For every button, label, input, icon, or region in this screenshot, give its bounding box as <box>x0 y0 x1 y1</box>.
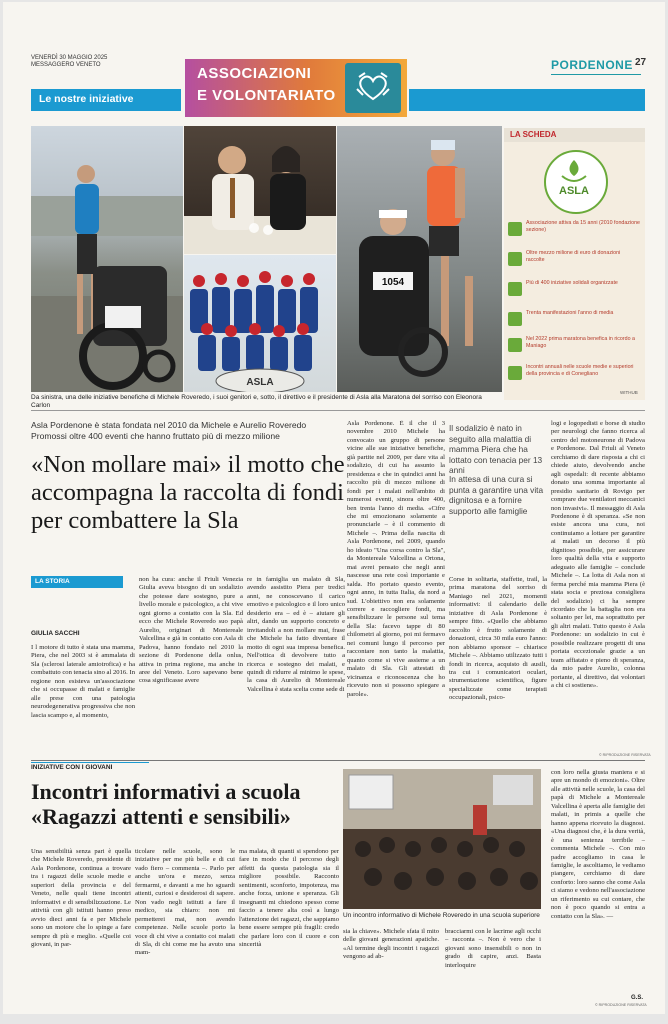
heart-icon <box>508 282 522 296</box>
section-tag-label: Le nostre iniziative <box>39 93 134 105</box>
paper-name: MESSAGGERO VENETO <box>31 62 101 68</box>
school-icon <box>508 366 522 380</box>
city-rule <box>551 74 641 75</box>
copyright: © RIPRODUZIONE RISERVATA <box>595 1003 647 1007</box>
article-column: Corse in solitaria, staffette, trail, la prima maratona del sorriso di Maniago nel 2021, momenti informativi: il calendario delle iniziative di Asla Pordenone è sempre fitto. «Quello che abbiamo raccolto è frutto solamente di donazioni, circa 30 mila euro l'anno: non abbiamo sponsor – chiarisce Michele –. Abbiamo utilizzato tutti i fondi in ricerca, acquisto di ausili, tra cui i comunicatori oculari, strumentazione scientifica, figure specializzate come terapisti occupazionali, psico- <box>449 576 547 702</box>
info-item: Più di 400 iniziative solidali organizzate <box>508 280 642 302</box>
photo-caption: Un incontro informativo di Michele Roveredo in una scuola superiore <box>343 912 540 919</box>
info-item: Associazione attiva da 15 anni (2010 fondazione sezione) <box>508 220 642 242</box>
hands-heart-icon <box>345 63 401 113</box>
article-deck <box>31 420 361 442</box>
asla-logo-text: ASLA <box>559 185 589 197</box>
euro-icon <box>508 252 522 266</box>
byline: GIULIA SACCHI <box>31 630 80 637</box>
info-box-title: LA SCHEDA <box>510 130 557 139</box>
page-number: 27 <box>635 57 647 68</box>
section-kicker: INIZIATIVE CON I GIOVANI <box>31 764 113 771</box>
pull-quote: In attesa di una cura si punta a garantire una vita dignitosa e a fornire supporto alle famiglie <box>449 474 544 516</box>
info-item: Incontri annuali nelle scuole medie e superiori della provincia e di Conegliano <box>508 364 642 386</box>
deck-line-1: Asla Pordenone è stata fondata nel 2010 da Michele e Aurelio Roveredo <box>31 420 307 430</box>
info-box-credit: WITHUB <box>620 390 638 395</box>
article-headline: Incontri informativi a scuola «Ragazzi attenti e sensibili» <box>31 779 301 829</box>
article-column: non ha cura: anche il Friuli Venezia Giulia aveva bisogno di un sodalizio che potesse dare sostegno, pure a livello morale e psicologico, a chi vive ogni giorno a contatto con la Sla. Ed ecco che Michele Roveredo suo papà Aurelio, originari di Montereale Valcellina e già in contatto con Asla di Padova, hanno fondato nel 2010 la sezione di Pordenone della onlus, attiva in prima regione, ma anche in aree del Veneto. Loro sapevano bene cosa significasse avere <box>139 576 243 685</box>
banner-text: ASLA <box>246 377 274 388</box>
date-text: VENERDÌ 30 MAGGIO 2025 <box>31 55 108 61</box>
article-column: con loro nella giusta maniera e si apre un mondo di emozioni». Oltre alle attività nelle scuole, la casa del papà di Michele a Montereale Valcellina è aperta alle famiglie dei malati, in primis a quelle che hanno appena ricevuto la diagnosi. «Una diagnosi che, è la dura verità, è una sentenza terribile – commenta Michele –. Con mio padre accogliamo in casa le famiglie, le ascoltiamo, le vediamo piangere, cerchiamo di dare conforto: loro sanno che come Asla ci siamo e vedono nell'associazione un riferimento su cui contare, che non è poco quando si entra a contatto con la Sla». — <box>551 769 645 920</box>
section-rule <box>31 762 149 763</box>
article-column: bracciarmi con le lacrime agli occhi – racconta –. Non è vero che i giovani sono insensibili o non in grado di capire, anzi. Basta interloquire <box>445 928 541 969</box>
asla-logo <box>544 150 608 214</box>
photo-caption: Da sinistra, una delle iniziative benefiche di Michele Roveredo, i suoi genitori e, sotto, il direttivo e il presidente di Asla alla Maratona del sorriso con Eleonora Carlon <box>31 394 482 409</box>
article-column: ticolare nelle scuole, sono le iniziative per me più belle e di cui vado fiero – commenta –. Parlo per anche un'ora e mezzo, senza fermarmi, e davanti a me ho sguardi attenti, curiosi e desiderosi di sapere. Non vado negli istituti a fare il medico, sia chiaro: non mi permetterei mai, non avendo competenze. Nelle scuole porto la voce di chi vive a contatto coi malati di Sla, di chi come me ha avuto una mam- <box>135 848 235 957</box>
issue-date <box>31 55 107 69</box>
photo-classroom <box>343 769 541 909</box>
divider <box>31 760 645 761</box>
banner-line-1: ASSOCIAZIONI <box>197 65 312 82</box>
info-box-header <box>504 128 645 142</box>
flag-icon <box>508 312 522 326</box>
article-column: sia la chiave». Michele sfata il mito delle giovani generazioni apatiche. «Al termine degli incontri i ragazzi vengono ad ab- <box>343 928 439 961</box>
article-column: I l motore di tutto è stata una mamma, Piera, che nel 2003 si è ammalata di Sla (sclerosi laterale amiotrofica) e ha combattuto con tenacia sino al 2016. In regione non esisteva un'associazione che si occupasse di malati e famiglie alle prese con una patologia neurodegenerativa progressiva che non lascia scampo e, al momento, <box>31 644 135 719</box>
pull-quote: Il sodalizio è nato in seguito alla malattia di mamma Piera che ha lottato con tenacia per 13 anni <box>449 423 543 475</box>
article-column: Una sensibilità senza pari è quella che Michele Roveredo, presidente di Asla Pordenone, continua a trovare tra i ragazzi delle scuole medie e superiori della provincia e del Veneto, nelle quali tiene incontri informativi e di sensibilizzazione. Le attività con gli istituti hanno preso avvio dieci anni fa e per Michele sono un motore che lo spinge a fare sempre di più e meglio. «Quelle coi giovani, in par- <box>31 848 131 948</box>
article-column: re in famiglia un malato di Sla, avendo assistito Piera per tredici anni, ne conoscevano il carico emotivo e psicologico e il loro unico desiderio era – ed è – aiutare gli altri, dando un supporto concreto e invitandoli a non mollare mai, frase che Michele ha fatto diventare il motto di ogni sua impresa benefica. Nell'ottica di devolvere tutto a ricerca e sostegno dei malati, e quindi di ridurre al minimo le spese, la casa di Aurelio di Montereale Valcellina è stata scelta come sede di <box>247 576 345 693</box>
section-bar <box>409 89 645 111</box>
copyright: © RIPRODUZIONE RISERVATA <box>599 753 651 757</box>
section-label <box>31 576 123 588</box>
divider <box>31 410 645 411</box>
calendar-icon <box>508 222 522 236</box>
deck-line-2: Promossi oltre 400 eventi che hanno fruttato più di mezzo milione <box>31 431 280 441</box>
info-item: Oltre mezzo milione di euro di donazioni raccolte <box>508 250 642 272</box>
article-column: Asla Pordenone. È il che il 3 novembre 2010 Michele ha convocato un gruppo di persone vicine alle sue iniziative benefiche, già partite nel 2009, per dare vita al sodalizio, di cui ha assunto la presidenza e che in quindici anni ha raccolto più di mezzo milione di fondi per i malati nell'ambito di numerosi eventi, sinora oltre 400, ben trenta l'anno di media. «Cifre che mi emozionano solamente a pronunciarle – è il commento di Michele –. Prima della nascita di Asla Pordenone, nel 2009, quando ho ideato "Una corsa contro la Sla", da Montereale Valcellina a Ortona, mai avrei pensato che negli anni nascesse una rete così importante e salda. Ho portato questo evento, ogni anno, in tutta Italia, da nord a sud. L'obiettivo non era solamente correre e raccogliere fondi, ma sensibilizzare le persone sul tema della Sla: facevo tappe di 80 chilometri al giorno, poi mi fermavo nei comuni lungo il percorso per raccontare non tanto la malattia, quanto come si vive assieme a un malato di Sla. Gli attestati di vicinanza e riconoscenza che ho ricevuto non si possono spiegare a parole». <box>347 420 445 698</box>
section-banner <box>185 59 407 117</box>
info-box <box>504 128 645 400</box>
race-bib: 1054 <box>381 277 405 288</box>
banner-line-2: E VOLONTARIATO <box>197 87 336 104</box>
newspaper-page <box>3 2 665 1014</box>
article-column: ma malata, di quanti si spendono per fare in modo che il percorso degli affetti da questa patologia sia il migliore possibile. Racconto sentimenti, sconforto, impotenza, ma anche forza, unione e speranza. Gli insegnanti mi chiedono spesso come faccio a tenere alta così a lungo l'attenzione dei ragazzi, che sappiamo bene essere sempre più fragili: credo che parlare loro con il cuore e con sincerità <box>239 848 339 948</box>
photo-group-board <box>184 255 336 392</box>
info-item: Trenta manifestazioni l'anno di media <box>508 310 642 332</box>
article-column: logi e logopedisti e borse di studio per neurologi che fanno ricerca al centro del motoneurone di Padova e Pordenone. Dal Friuli al Veneto cerchiamo di dare risposta a chi ci chiede aiuto, devolvendo anche agli ospedali: di recente abbiamo donato una somma importante al presidio sanitario di Rovigo per comprare due ventilatori meccanici non invasivi». Il messaggio di Asla Pordenone è di speranza. «Se non esiste ancora una cura, noi continuiamo a lottare per garantire ai malati un decorso il più dignitoso possibile, per assicurare loro qualità della vita e supporto adeguato alle famiglie – conclude Michele –. La lotta di Asla non si ferma perché mia mamma Piera (è stata socia e preziosa consigliera del sodalizio) ci ha sempre ricordato che la battaglia non era soltanto per lei, ma soprattutto per gli altri malati. Tutto questo è Asla Pordenone: un sodalizio in cui è possibile realizzare progetti di una portata eccezionale grazie a un team affiatato e pieno di speranza, da mio padre Aurelio, colonna portante, al direttivo, dai volontari a chi ci sostiene». <box>551 420 645 690</box>
photo-marathon <box>337 126 502 392</box>
runner-icon <box>508 338 522 352</box>
photo-parents <box>184 126 336 254</box>
info-item: Nel 2022 prima maratona benefica in ricordo a Maniago <box>508 336 642 358</box>
city-name: PORDENONE <box>551 58 633 72</box>
section-tag <box>31 89 181 111</box>
article-headline: «Non mollare mai» il motto che accompagna la raccolta di fondi per combattere la Sla <box>31 451 345 534</box>
author-initials: G.S. <box>631 995 644 1001</box>
section-label-text: LA STORIA <box>35 578 70 585</box>
photo-runner-wheelchair <box>31 126 183 392</box>
